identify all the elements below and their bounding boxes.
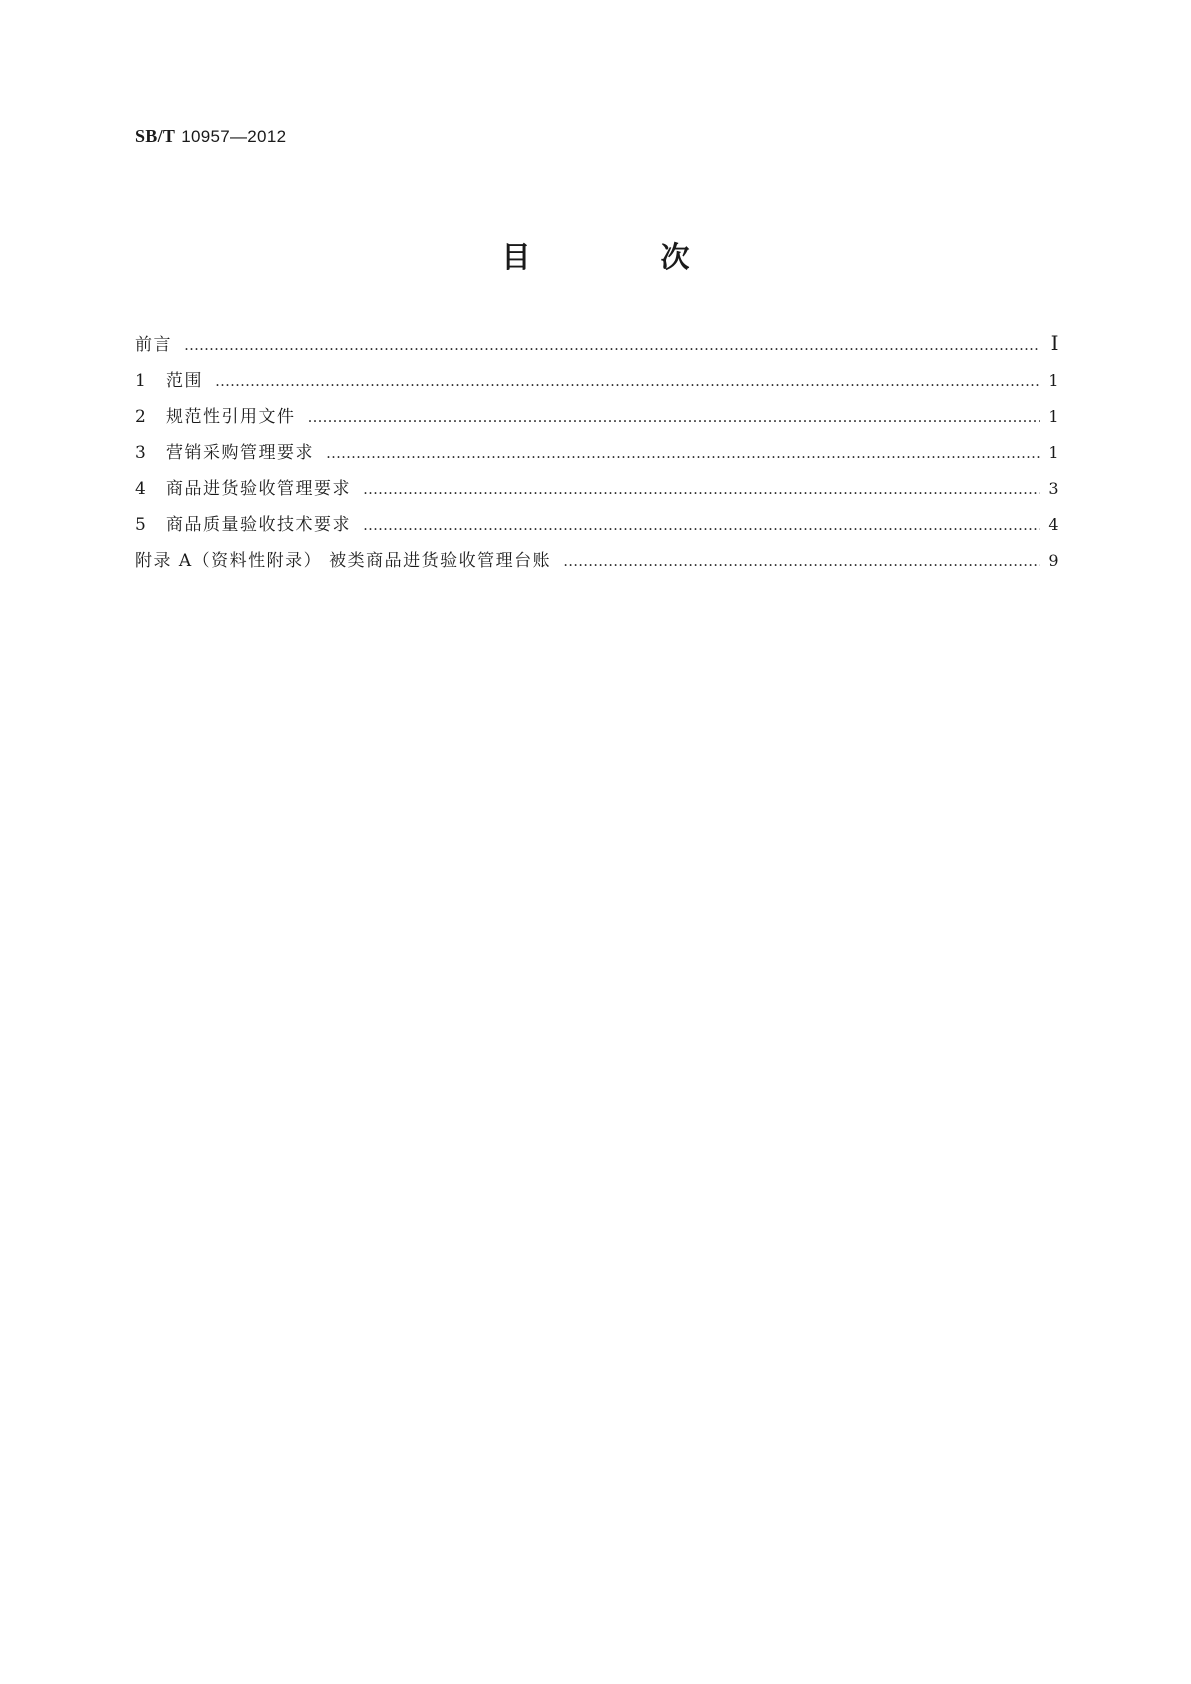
toc-entry-page: 4 xyxy=(1048,515,1060,534)
toc-entry-foreword[interactable] xyxy=(135,330,1060,366)
toc-leader-dots xyxy=(563,552,1040,570)
toc-entry-page: 1 xyxy=(1048,407,1060,426)
toc-entry-page: 1 xyxy=(1048,443,1060,462)
toc-entry-appendix-a[interactable] xyxy=(135,546,1060,582)
toc-entry-page: Ⅰ xyxy=(1050,333,1060,355)
toc-entry-label: 4 商品进货验收管理要求 xyxy=(135,479,351,499)
standard-prefix: SB/T xyxy=(135,126,176,146)
standard-code xyxy=(135,126,286,147)
toc-entry-procurement-requirements[interactable] xyxy=(135,438,1060,474)
toc-entry-scope[interactable] xyxy=(135,366,1060,402)
toc-entry-number: 1 xyxy=(135,371,148,391)
toc-entry-number: 3 xyxy=(135,443,148,463)
toc-leader-dots xyxy=(184,336,1040,354)
toc-leader-dots xyxy=(308,408,1041,426)
toc-leader-dots xyxy=(363,480,1040,498)
toc-entry-page: 1 xyxy=(1048,371,1060,390)
toc-leader-dots xyxy=(326,444,1040,462)
toc-entry-label: 前言 xyxy=(135,335,172,355)
toc-entry-label: 1 范围 xyxy=(135,371,203,391)
table-of-contents xyxy=(135,330,1060,582)
standard-number: 10957—2012 xyxy=(181,127,287,146)
toc-entry-normative-references[interactable] xyxy=(135,402,1060,438)
toc-entry-page: 9 xyxy=(1048,551,1060,570)
toc-entry-number: 5 xyxy=(135,515,148,535)
toc-entry-label: 附录 A（资料性附录） 被类商品进货验收管理台账 xyxy=(135,551,552,571)
toc-leader-dots xyxy=(215,372,1040,390)
toc-entry-quality-inspection[interactable] xyxy=(135,510,1060,546)
toc-entry-page: 3 xyxy=(1048,479,1060,498)
toc-entry-label: 3 营销采购管理要求 xyxy=(135,443,314,463)
toc-entry-label: 5 商品质量验收技术要求 xyxy=(135,515,351,535)
toc-entry-receiving-inspection[interactable] xyxy=(135,474,1060,510)
toc-entry-number: 4 xyxy=(135,479,148,499)
page-title: 目 次 xyxy=(501,240,750,275)
toc-entry-number: 2 xyxy=(135,407,148,427)
toc-leader-dots xyxy=(363,516,1040,534)
toc-entry-label: 2 规范性引用文件 xyxy=(135,407,296,427)
